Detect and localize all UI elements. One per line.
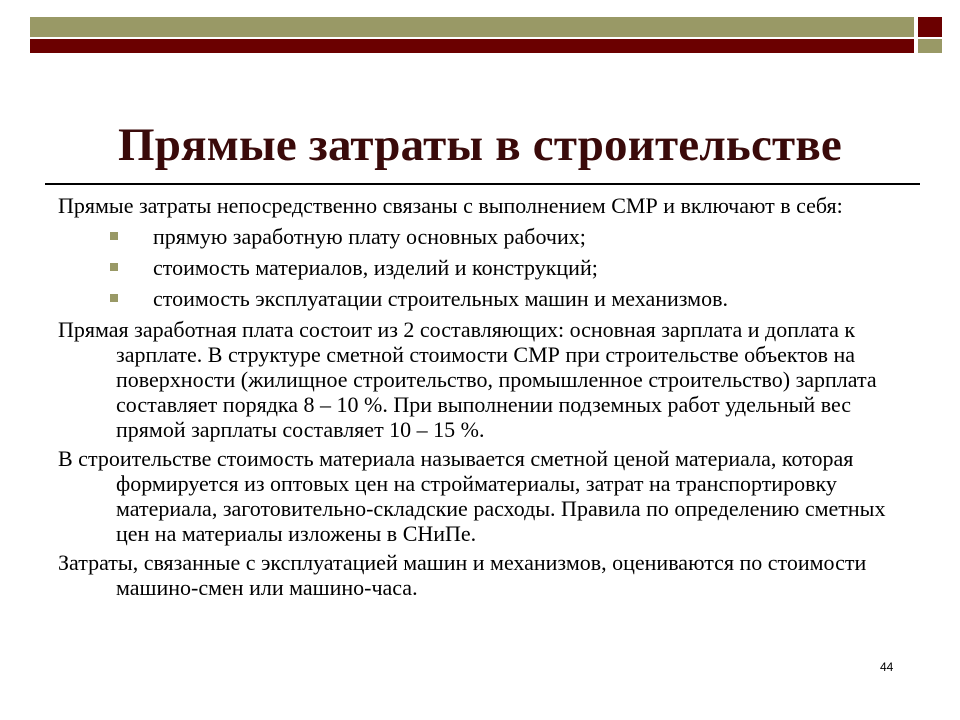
materials-paragraph: В строительстве стоимость материала называется сметной ценой материала, которая формируется из оптовых цен на стройматериалы, затрат на транспортировку материала, заготовительно-складские расходы. Правила по определению сметных цен на материалы изложены в СНиПе. [58,446,886,546]
list-item [58,224,908,249]
title-divider [45,183,920,185]
square-bullet-icon [110,294,118,302]
slide-title: Прямые затраты в строительстве [118,119,842,171]
header-corner-olive [918,39,942,53]
page-number: 44 [880,660,894,674]
header-band-maroon [30,39,914,53]
header-corner-maroon [918,17,942,37]
square-bullet-icon [110,232,118,240]
intro-paragraph: Прямые затраты непосредственно связаны с выполнением СМР и включают в себя: [58,193,843,218]
slide-body [58,193,908,604]
list-item-text: прямую заработную плату основных рабочих; [153,224,586,249]
list-item [58,286,908,311]
header-band-olive [30,17,914,39]
direct-costs-list [58,224,908,311]
list-item [58,255,908,280]
wage-paragraph: Прямая заработная плата состоит из 2 составляющих: основная зарплата и доплата к зарплате. В структуре сметной стоимости СМР при строительстве объектов на поверхности (жилищное строительство, промышленное строительство) зарплата составляет порядка 8 – 10 %. При выполнении подземных работ удельный вес прямой зарплаты составляет 10 – 15 %. [58,317,877,442]
machinery-paragraph: Затраты, связанные с эксплуатацией машин и механизмов, оцениваются по стоимости машино-смен или машино-часа. [58,550,867,600]
square-bullet-icon [110,263,118,271]
list-item-text: стоимость эксплуатации строительных машин и механизмов. [153,286,728,311]
list-item-text: стоимость материалов, изделий и конструкций; [153,255,598,280]
